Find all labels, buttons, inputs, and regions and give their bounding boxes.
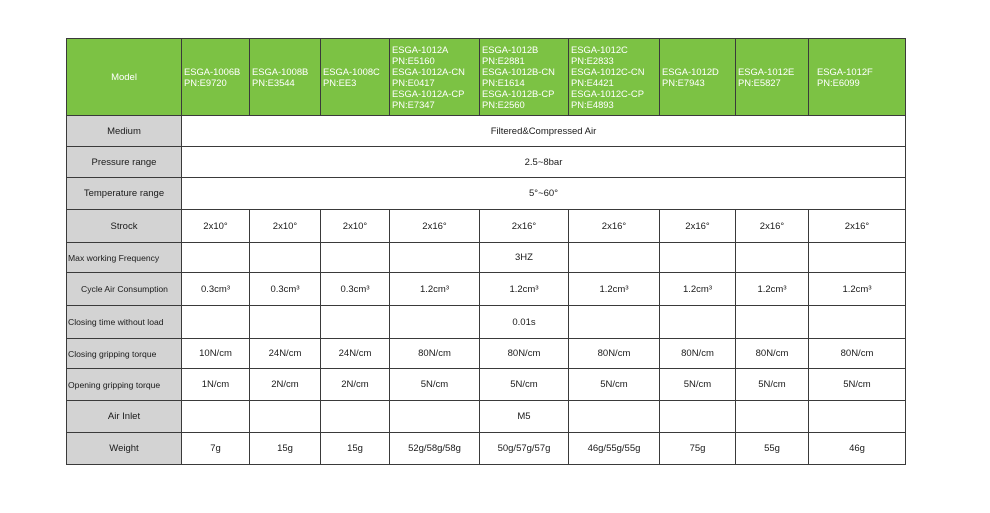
model-cell: ESGA-1012A PN:E5160 ESGA-1012A-CN PN:E0417 ESGA-1012A-CP PN:E7347 — [390, 39, 480, 116]
air-inlet-row — [67, 401, 906, 433]
row-label: Weight — [67, 433, 182, 465]
stroke-cell: 2x10° — [250, 210, 321, 243]
closing-torque-cell: 80N/cm — [660, 339, 736, 369]
empty-cell — [182, 306, 250, 339]
air-consumption-cell: 1.2cm³ — [809, 273, 906, 306]
empty-cell — [182, 401, 250, 433]
model-cell: ESGA-1012C PN:E2833 ESGA-1012C-CN PN:E4421 ESGA-1012C-CP PN:E4893 — [569, 39, 660, 116]
empty-cell — [660, 306, 736, 339]
empty-cell — [321, 401, 390, 433]
pressure-row — [67, 147, 906, 178]
air-consumption-cell: 1.2cm³ — [480, 273, 569, 306]
closing-torque-cell: 80N/cm — [736, 339, 809, 369]
closing-torque-cell: 80N/cm — [569, 339, 660, 369]
closing-torque-cell: 80N/cm — [390, 339, 480, 369]
weight-cell: 55g — [736, 433, 809, 465]
air-consumption-cell: 0.3cm³ — [182, 273, 250, 306]
air-consumption-cell: 0.3cm³ — [321, 273, 390, 306]
row-label: Air Inlet — [67, 401, 182, 433]
closing-torque-row — [67, 339, 906, 369]
opening-torque-cell: 5N/cm — [390, 369, 480, 401]
frequency-row — [67, 243, 906, 273]
model-cell: ESGA-1012D PN:E7943 — [660, 39, 736, 116]
empty-cell — [250, 243, 321, 273]
closing-time-value: 0.01s — [480, 306, 569, 339]
air-consumption-cell: 1.2cm³ — [736, 273, 809, 306]
empty-cell — [569, 401, 660, 433]
empty-cell — [250, 306, 321, 339]
stroke-cell: 2x16° — [736, 210, 809, 243]
opening-torque-cell: 5N/cm — [660, 369, 736, 401]
spec-table — [66, 38, 906, 465]
row-label: Pressure range — [67, 147, 182, 178]
empty-cell — [660, 243, 736, 273]
opening-torque-cell: 2N/cm — [321, 369, 390, 401]
closing-torque-cell: 80N/cm — [480, 339, 569, 369]
empty-cell — [809, 401, 906, 433]
stroke-row — [67, 210, 906, 243]
medium-value: Filtered&Compressed Air — [182, 116, 906, 147]
row-label: Medium — [67, 116, 182, 147]
header-row — [67, 39, 906, 116]
weight-cell: 46g/55g/55g — [569, 433, 660, 465]
model-cell: ESGA-1012F PN:E6099 — [809, 39, 906, 116]
stroke-cell: 2x16° — [569, 210, 660, 243]
empty-cell — [250, 401, 321, 433]
opening-torque-cell: 5N/cm — [736, 369, 809, 401]
empty-cell — [390, 401, 480, 433]
stroke-cell: 2x16° — [809, 210, 906, 243]
empty-cell — [736, 401, 809, 433]
stroke-cell: 2x10° — [321, 210, 390, 243]
air-consumption-cell: 1.2cm³ — [660, 273, 736, 306]
opening-torque-cell: 5N/cm — [809, 369, 906, 401]
opening-torque-cell: 5N/cm — [569, 369, 660, 401]
model-cell: ESGA-1008C PN:EE3 — [321, 39, 390, 116]
stroke-cell: 2x16° — [660, 210, 736, 243]
empty-cell — [809, 306, 906, 339]
air-consumption-cell: 1.2cm³ — [390, 273, 480, 306]
air-inlet-value: M5 — [480, 401, 569, 433]
closing-torque-cell: 80N/cm — [809, 339, 906, 369]
closing-torque-cell: 24N/cm — [321, 339, 390, 369]
empty-cell — [569, 243, 660, 273]
empty-cell — [321, 306, 390, 339]
temperature-value: 5°~60° — [182, 178, 906, 210]
stroke-cell: 2x16° — [390, 210, 480, 243]
weight-cell: 7g — [182, 433, 250, 465]
model-cell: ESGA-1008B PN:E3544 — [250, 39, 321, 116]
row-label: Closing gripping torque — [67, 339, 182, 369]
model-header: Model — [67, 39, 182, 116]
model-cell: ESGA-1006B PN:E9720 — [182, 39, 250, 116]
empty-cell — [321, 243, 390, 273]
air-consumption-cell: 1.2cm³ — [569, 273, 660, 306]
air-consumption-cell: 0.3cm³ — [250, 273, 321, 306]
opening-torque-cell: 1N/cm — [182, 369, 250, 401]
empty-cell — [182, 243, 250, 273]
frequency-value: 3HZ — [480, 243, 569, 273]
model-cell: ESGA-1012B PN:E2881 ESGA-1012B-CN PN:E1614 ESGA-1012B-CP PN:E2560 — [480, 39, 569, 116]
weight-cell: 75g — [660, 433, 736, 465]
empty-cell — [660, 401, 736, 433]
closing-time-row — [67, 306, 906, 339]
air-consumption-row — [67, 273, 906, 306]
medium-row — [67, 116, 906, 147]
weight-cell: 15g — [321, 433, 390, 465]
temperature-row — [67, 178, 906, 210]
stroke-cell: 2x16° — [480, 210, 569, 243]
weight-cell: 52g/58g/58g — [390, 433, 480, 465]
opening-torque-row — [67, 369, 906, 401]
model-cell: ESGA-1012E PN:E5827 — [736, 39, 809, 116]
weight-row — [67, 433, 906, 465]
row-label: Max working Frequency — [67, 243, 182, 273]
empty-cell — [390, 306, 480, 339]
closing-torque-cell: 24N/cm — [250, 339, 321, 369]
pressure-value: 2.5~8bar — [182, 147, 906, 178]
row-label: Strock — [67, 210, 182, 243]
row-label: Opening gripping torque — [67, 369, 182, 401]
opening-torque-cell: 2N/cm — [250, 369, 321, 401]
row-label: Cycle Air Consumption — [67, 273, 182, 306]
empty-cell — [569, 306, 660, 339]
empty-cell — [809, 243, 906, 273]
weight-cell: 46g — [809, 433, 906, 465]
empty-cell — [736, 243, 809, 273]
empty-cell — [390, 243, 480, 273]
empty-cell — [736, 306, 809, 339]
closing-torque-cell: 10N/cm — [182, 339, 250, 369]
row-label: Closing time without load — [67, 306, 182, 339]
weight-cell: 50g/57g/57g — [480, 433, 569, 465]
weight-cell: 15g — [250, 433, 321, 465]
stroke-cell: 2x10° — [182, 210, 250, 243]
row-label: Temperature range — [67, 178, 182, 210]
opening-torque-cell: 5N/cm — [480, 369, 569, 401]
